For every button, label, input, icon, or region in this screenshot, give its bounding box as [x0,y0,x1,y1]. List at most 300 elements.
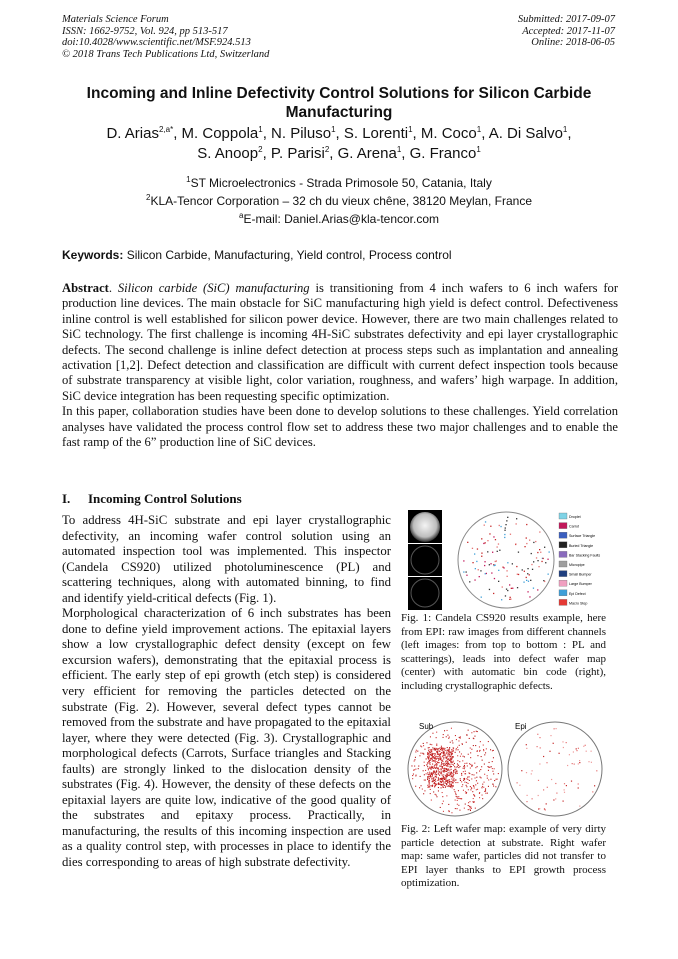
defect-dot [472,562,473,563]
defect-dot [468,730,469,731]
defect-dot [497,779,498,780]
defect-dot [544,547,545,548]
defect-dot [495,561,496,562]
defect-dot [489,533,490,534]
defect-dot [562,741,563,742]
defect-dot [430,760,431,761]
defect-dot [443,787,444,788]
defect-dot [451,749,452,750]
defect-dot [539,808,540,809]
defect-dot [517,587,518,588]
defect-dot [511,588,512,589]
defect-dot [443,771,444,772]
defect-dot [415,775,416,776]
defect-dot [472,765,473,766]
defect-dot [504,530,505,531]
defect-dot [457,796,458,797]
defect-dot [491,766,492,767]
defect-dot [484,782,485,783]
defect-dot [431,751,432,752]
abstract [62,281,618,450]
defect-dot [518,552,519,553]
defect-dot [492,771,493,772]
defect-dot [473,745,474,746]
defect-dot [543,558,544,559]
defect-dot [444,765,445,766]
defect-dot [526,580,527,581]
defect-dot [492,761,493,762]
defect-dot [446,779,447,780]
defect-dot [445,776,446,777]
defect-dot [531,553,532,554]
defect-dot [430,776,431,777]
defect-dot [477,766,478,767]
defect-dot [455,771,456,772]
defect-dot [449,785,450,786]
defect-dot [540,552,541,553]
defect-dot [440,779,441,780]
defect-dot [470,786,471,787]
defect-dot [460,798,461,799]
defect-dot [431,785,432,786]
defect-dot [466,782,467,783]
defect-dot [451,785,452,786]
defect-dot [465,771,466,772]
defect-dot [516,566,517,567]
defect-dot [573,751,574,752]
defect-dot [458,796,459,797]
defect-dot [468,754,469,755]
defect-dot [528,581,529,582]
defect-dot [421,785,422,786]
defect-dot [484,525,485,526]
defect-dot [445,787,446,788]
abstract-lead: Silicon carbide (SiC) manufacturing [117,281,310,295]
defect-dot [457,798,458,799]
defect-dot [430,764,431,765]
defect-dot [436,761,437,762]
defect-dot [505,524,506,525]
defect-dot [411,765,412,766]
keywords-text: Silicon Carbide, Manufacturing, Yield control, Process control [126,248,452,262]
defect-dot [415,757,416,758]
defect-dot [497,546,498,547]
defect-dot [483,787,484,788]
defect-dot [532,569,533,570]
defect-dot [516,518,517,519]
defect-dot [492,552,493,553]
defect-dot [443,774,444,775]
defect-dot [442,803,443,804]
defect-dot [547,559,548,560]
defect-dot [448,759,449,760]
defect-dot [463,768,464,769]
defect-dot [479,792,480,793]
defect-dot [454,766,455,767]
defect-dot [470,748,471,749]
defect-dot [451,778,452,779]
defect-dot [546,762,547,763]
defect-dot [482,795,483,796]
defect-dot [469,776,470,777]
defect-dot [442,796,443,797]
defect-dot [446,763,447,764]
defect-dot [452,756,453,757]
defect-dot [449,783,450,784]
defect-dot [463,780,464,781]
defect-dot [464,756,465,757]
defect-dot [454,781,455,782]
defect-dot [504,537,505,538]
defect-dot [456,749,457,750]
defect-dot [461,753,462,754]
defect-dot [537,734,538,735]
defect-dot [446,771,447,772]
defect-dot [497,551,498,552]
body-text [62,513,391,871]
defect-dot [427,756,428,757]
defect-dot [429,756,430,757]
keywords [62,248,618,262]
defect-dot [418,766,419,767]
defect-dot [592,791,593,792]
defect-dot [475,767,476,768]
author: S. Anoop$^2$ [197,145,263,162]
defect-dot [449,756,450,757]
defect-dot [505,527,506,528]
defect-dot [444,785,445,786]
submission-dates [518,14,615,49]
defect-dot [429,760,430,761]
defect-dot [478,569,479,570]
defect-dot [438,774,439,775]
defect-dot [430,775,431,776]
defect-dot [464,808,465,809]
defect-dot [428,753,429,754]
defect-dot [591,751,592,752]
defect-dot [468,802,469,803]
defect-dot [475,745,476,746]
defect-dot [447,776,448,777]
defect-dot [539,549,540,550]
defect-dot [432,757,433,758]
defect-dot [428,774,429,775]
defect-dot [540,747,541,748]
defect-dot [429,772,430,773]
body-paragraph-2: Morphological characterization of 6 inch substrates has been done to define yield improvement actions. The epitaxial layers show a low crystallographic defect density (except on few excursion wafers), demonstrating that the epitaxial process is efficient. The early step of epi growth (etch step) is considered very efficient for removing the particles detected on the substrate (Fig. 2). However, several defect types cannot be removed from the substrate and have propagated to the epitaxial layer, where they were detected (Fig. 3). Crystallographic and morphological defects (Carrots, Surface triangles and Stacking faults) are strongly linked to the dislocation density of the substrates (Fig. 4). However, the density of these defects on the epitaxial layers are quite low, indicative of the good quality of the substrates and epitaxy process. Practically, in manufacturing, the results of this incoming inspection are used as a quality control step, with processes in place to identify the dies corresponding to areas of high substrate defectivity. [62,606,391,870]
defect-dot [457,782,458,783]
defect-dot [556,728,557,729]
defect-dot [431,767,432,768]
defect-dot [463,766,464,767]
defect-dot [537,552,538,553]
defect-dot [422,789,423,790]
defect-dot [447,730,448,731]
defect-dot [460,736,461,737]
section-heading [62,491,242,507]
defect-dot [435,748,436,749]
defect-dot [423,745,424,746]
defect-dot [585,745,586,746]
defect-dot [414,769,415,770]
defect-dot [500,526,501,527]
defect-dot [434,783,435,784]
defect-dot [487,793,488,794]
legend-swatch [559,523,567,529]
defect-dot [474,787,475,788]
defect-dot [434,765,435,766]
defect-dot [485,542,486,543]
defect-dot [533,561,534,562]
defect-dot [493,593,494,594]
defect-dot [462,744,463,745]
scattering-channel-image-1 [408,544,442,576]
defect-dot [572,763,573,764]
defect-dot [462,760,463,761]
defect-dot [432,759,433,760]
defect-dot [434,780,435,781]
defect-dot [437,756,438,757]
defect-dot [471,787,472,788]
defect-dot [470,757,471,758]
defect-dot [463,571,464,572]
defect-dot [446,753,447,754]
defect-dot [466,792,467,793]
defect-dot [469,763,470,764]
defect-dot [485,573,486,574]
defect-dot [448,804,449,805]
keywords-label: Keywords: [62,248,124,262]
defect-dot [539,763,540,764]
defect-dot [510,599,511,600]
defect-dot [442,766,443,767]
defect-dot [424,749,425,750]
defect-dot [436,767,437,768]
defect-dot [485,788,486,789]
defect-dot [452,749,453,750]
defect-dot [446,736,447,737]
defect-dot [521,770,522,771]
defect-dot [470,789,471,790]
defect-dot [444,777,445,778]
defect-dot [438,769,439,770]
defect-dot [437,762,438,763]
defect-wafer-map [458,512,554,608]
journal-info [62,14,269,60]
defect-dot [471,749,472,750]
defect-dot [541,561,542,562]
defect-dot [427,785,428,786]
defect-dot [594,785,595,786]
defect-dot [443,749,444,750]
defect-dot [526,744,527,745]
author-list: D. Arias$^{2,a*}$, M. Coppola$^1$, N. Piluso$^1$, S. Lorenti$^1$, M. Coco$^1$, A. Di Salvo$^1$, S. Anoop$^2$, P. Parisi$^2$, G. Arena$^1$, G. Franco$^1$ [106,125,572,162]
defect-dot [438,760,439,761]
defect-dot [495,539,496,540]
defect-dot [431,769,432,770]
defect-dot [502,586,503,587]
journal-issn: ISSN: 1662-9752, Vol. 924, pp 513-517 [62,25,228,37]
defect-dot [439,784,440,785]
defect-dot [443,768,444,769]
defect-dot [466,742,467,743]
defect-dot [473,801,474,802]
defect-dot [419,755,420,756]
defect-dot [458,749,459,750]
defect-dot [452,758,453,759]
abstract-paragraph-1: Abstract. Silicon carbide (SiC) manufacturing is transitioning from 4 inch wafers to 6 inch wafers for production line devices. The main obstacle for SiC manufacturing high yield is defect control. Defectiveness inline control is well established for silicon power device. However, there are two main challenges related to SiC technology. The first challenge is incoming 4H-SiC substrates defectivity and epi layer crystallographic defects. The second challenge is inline defect detection at process steps such as implantation and annealing activation [1,2]. Defect detection and classification are difficult with current defect inspection tools because of substrate transparency at visible light, color variation, roughness, and wafers’ high warpage. In addition, SiC device integration has been requesting specific optimization. [62,281,619,403]
defect-dot [429,785,430,786]
defect-dot [470,810,471,811]
defect-dot [481,777,482,778]
defect-dot [448,785,449,786]
defect-dot [457,800,458,801]
online-date: Online: 2018-06-05 [531,37,615,48]
defect-dot [441,772,442,773]
defect-dot [445,771,446,772]
defect-dot [543,756,544,757]
epi-wafer-map [508,722,602,816]
defect-dot [435,754,436,755]
defect-dot [477,548,478,549]
defect-dot [498,773,499,774]
journal-name: Materials Science Forum [62,14,169,25]
defect-dot [451,754,452,755]
author: N. Piluso$^1$ [271,125,336,142]
defect-dot [449,737,450,738]
defect-dot [444,749,445,750]
legend-label: Carrot [569,524,579,529]
defect-dot [518,574,519,575]
defect-dot [428,780,429,781]
defect-dot [485,793,486,794]
defect-dot [441,768,442,769]
defect-dot [470,768,471,769]
defect-dot [424,774,425,775]
defect-dot [436,795,437,796]
defect-dot [475,784,476,785]
defect-dot [418,768,419,769]
defect-dot [480,570,481,571]
defect-dot [567,765,568,766]
defect-dot [466,786,467,787]
defect-dot [498,543,499,544]
defect-dot [510,534,511,535]
defect-dot [533,588,534,589]
defect-dot [442,775,443,776]
defect-dot [447,756,448,757]
defect-dot [488,779,489,780]
defect-dot [446,783,447,784]
defect-dot [463,790,464,791]
defect-dot [457,808,458,809]
defect-dot [436,765,437,766]
defect-dot [569,754,570,755]
defect-dot [499,525,500,526]
defect-dot [437,767,438,768]
defect-dot [432,755,433,756]
journal-doi: doi:10.4028/www.scientific.net/MSF.924.513 [62,37,251,48]
defect-dot [453,761,454,762]
defect-dot [463,560,464,561]
defect-dot [507,576,508,577]
defect-dot [453,765,454,766]
author: M. Coppola$^1$ [181,125,263,142]
figure-2-caption: Fig. 2: Left wafer map: example of very dirty particle detection at substrate. Right wafer map: same wafer, particles did not transfer to EPI layer thanks to EPI growth process optimization. [401,823,606,890]
legend-swatch [559,551,567,557]
defect-dot [452,762,453,763]
defect-dot [546,803,547,804]
defect-dot [414,759,415,760]
defect-dot [450,760,451,761]
defect-dot [493,750,494,751]
defect-dot [489,589,490,590]
defect-dot [473,785,474,786]
submitted-date: Submitted: 2017-09-07 [517,14,615,25]
defect-dot [481,556,482,557]
defect-dot [431,777,432,778]
defect-dot [452,764,453,765]
defect-dot [457,760,458,761]
defect-dot [453,772,454,773]
defect-dot [454,791,455,792]
epi-label: Epi [515,722,527,731]
defect-dot [428,754,429,755]
defect-dot [451,776,452,777]
affiliation-2: $^2$KLA-Tencor Corporation – 32 ch du vieux chêne, 38120 Meylan, France [145,193,532,208]
defect-dot [459,766,460,767]
defect-dot [457,804,458,805]
defect-dot [474,763,475,764]
defect-dot [431,774,432,775]
defect-dot [424,762,425,763]
defect-dot [506,520,507,521]
defect-dot [482,784,483,785]
defect-dot [456,767,457,768]
defect-dot [428,777,429,778]
defect-dot [539,737,540,738]
defect-dot [430,762,431,763]
defect-dot [463,756,464,757]
defect-dot [466,734,467,735]
defect-dot [447,766,448,767]
defect-dot [435,756,436,757]
defect-dot [490,563,491,564]
defect-dot [445,786,446,787]
defect-dot [537,560,538,561]
defect-dot [464,782,465,783]
defect-dot [523,582,524,583]
defect-dot [483,543,484,544]
defect-dot [507,590,508,591]
defect-dot [452,776,453,777]
defect-dot [484,561,485,562]
defect-dot [549,751,550,752]
defect-dot [449,747,450,748]
defect-dot [451,753,452,754]
defect-dot [427,772,428,773]
defect-dot [545,809,546,810]
defect-dot [470,764,471,765]
defect-dot [429,768,430,769]
defect-dot [448,769,449,770]
defect-dot [441,784,442,785]
defect-dot [423,753,424,754]
defect-dot [477,731,478,732]
defect-dot [424,765,425,766]
defect-dot [506,570,507,571]
defect-dot [458,798,459,799]
